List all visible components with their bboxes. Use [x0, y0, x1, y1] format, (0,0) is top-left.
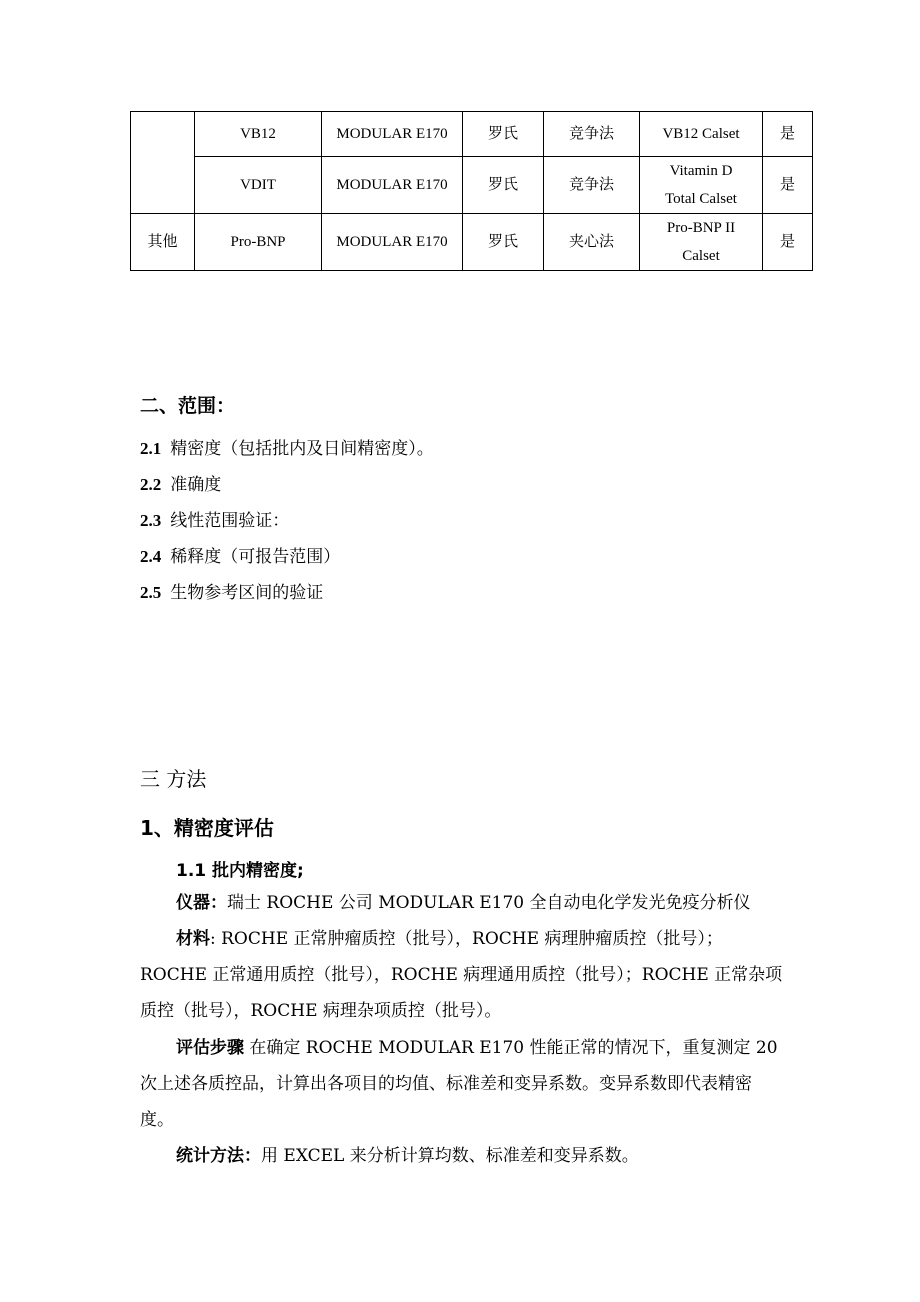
calibrator-line: Vitamin D [669, 163, 733, 179]
category-cell: 其他 [131, 214, 195, 271]
scope-item-text: 线性范围验证： [170, 511, 290, 531]
calibrator-line: Total Calset [665, 191, 737, 207]
scope-item [140, 542, 340, 567]
stats-text: 用 EXCEL 来分析计算均数、标准差和变异系数。 [261, 1146, 639, 1166]
item-cell: VDIT [195, 157, 322, 214]
flag-cell: 是 [763, 157, 813, 214]
steps-paragraph [140, 1030, 785, 1138]
category-cell [131, 112, 195, 214]
scope-item [140, 470, 221, 495]
scope-item-text: 生物参考区间的验证 [170, 583, 324, 603]
method-cell: 竞争法 [544, 157, 640, 214]
calibrator-cell [640, 157, 763, 214]
scope-item-text: 精密度（包括批内及日间精密度）。 [170, 439, 434, 459]
table-row [131, 112, 813, 157]
flag-cell: 是 [763, 214, 813, 271]
maker-cell: 罗氏 [463, 157, 544, 214]
scope-item [140, 506, 289, 531]
calibrator-cell [640, 214, 763, 271]
instrument-paragraph [140, 885, 785, 921]
scope-item-text: 准确度 [170, 475, 222, 495]
method-heading: 三 方法 [140, 767, 207, 791]
precision-heading: 1、精密度评估 [140, 816, 274, 840]
stats-paragraph [140, 1138, 785, 1174]
instrument-cell: MODULAR E170 [322, 112, 463, 157]
steps-label: 评估步骤 [176, 1038, 244, 1058]
instrument-cell: MODULAR E170 [322, 214, 463, 271]
material-label: 材料 [176, 929, 210, 949]
scope-item-num: 2.4 [140, 547, 162, 566]
scope-item [140, 578, 323, 603]
scope-heading: 二、范围： [140, 395, 236, 417]
material-paragraph [140, 921, 785, 1029]
calibrator-cell: VB12 Calset [640, 112, 763, 157]
assay-table [130, 111, 813, 271]
method-cell: 竞争法 [544, 112, 640, 157]
scope-item [140, 434, 434, 459]
instrument-cell: MODULAR E170 [322, 157, 463, 214]
maker-cell: 罗氏 [463, 112, 544, 157]
scope-item-num: 2.2 [140, 475, 162, 494]
method-cell: 夹心法 [544, 214, 640, 271]
table-row [131, 214, 813, 271]
within-run-heading: 1.1 批内精密度; [176, 861, 304, 881]
scope-item-text: 稀释度（可报告范围） [170, 547, 341, 567]
flag-cell: 是 [763, 112, 813, 157]
item-cell: VB12 [195, 112, 322, 157]
instrument-label: 仪器： [176, 893, 227, 913]
calibrator-line: Calset [682, 248, 720, 264]
instrument-text: 瑞士 ROCHE 公司 MODULAR E170 全自动电化学发光免疫分析仪 [227, 893, 751, 913]
material-text: : ROCHE 正常肿瘤质控（批号），ROCHE 病理肿瘤质控（批号）；ROCHE 正常通用质控（批号），ROCHE 病理通用质控（批号）；ROCHE 正常杂项质控（批号），ROCHE 病理杂项质控（批号）。 [140, 929, 783, 1021]
stats-label: 统计方法： [176, 1146, 261, 1166]
steps-text: 在确定 ROCHE MODULAR E170 性能正常的情况下，重复测定 20 次上述各质控品，计算出各项目的均值、标准差和变异系数。变异系数即代表精密度。 [140, 1038, 778, 1130]
maker-cell: 罗氏 [463, 214, 544, 271]
scope-item-num: 2.3 [140, 511, 162, 530]
scope-item-num: 2.5 [140, 583, 162, 602]
scope-item-num: 2.1 [140, 439, 162, 458]
table-row [131, 157, 813, 214]
item-cell: Pro-BNP [195, 214, 322, 271]
calibrator-line: Pro-BNP II [666, 220, 736, 236]
